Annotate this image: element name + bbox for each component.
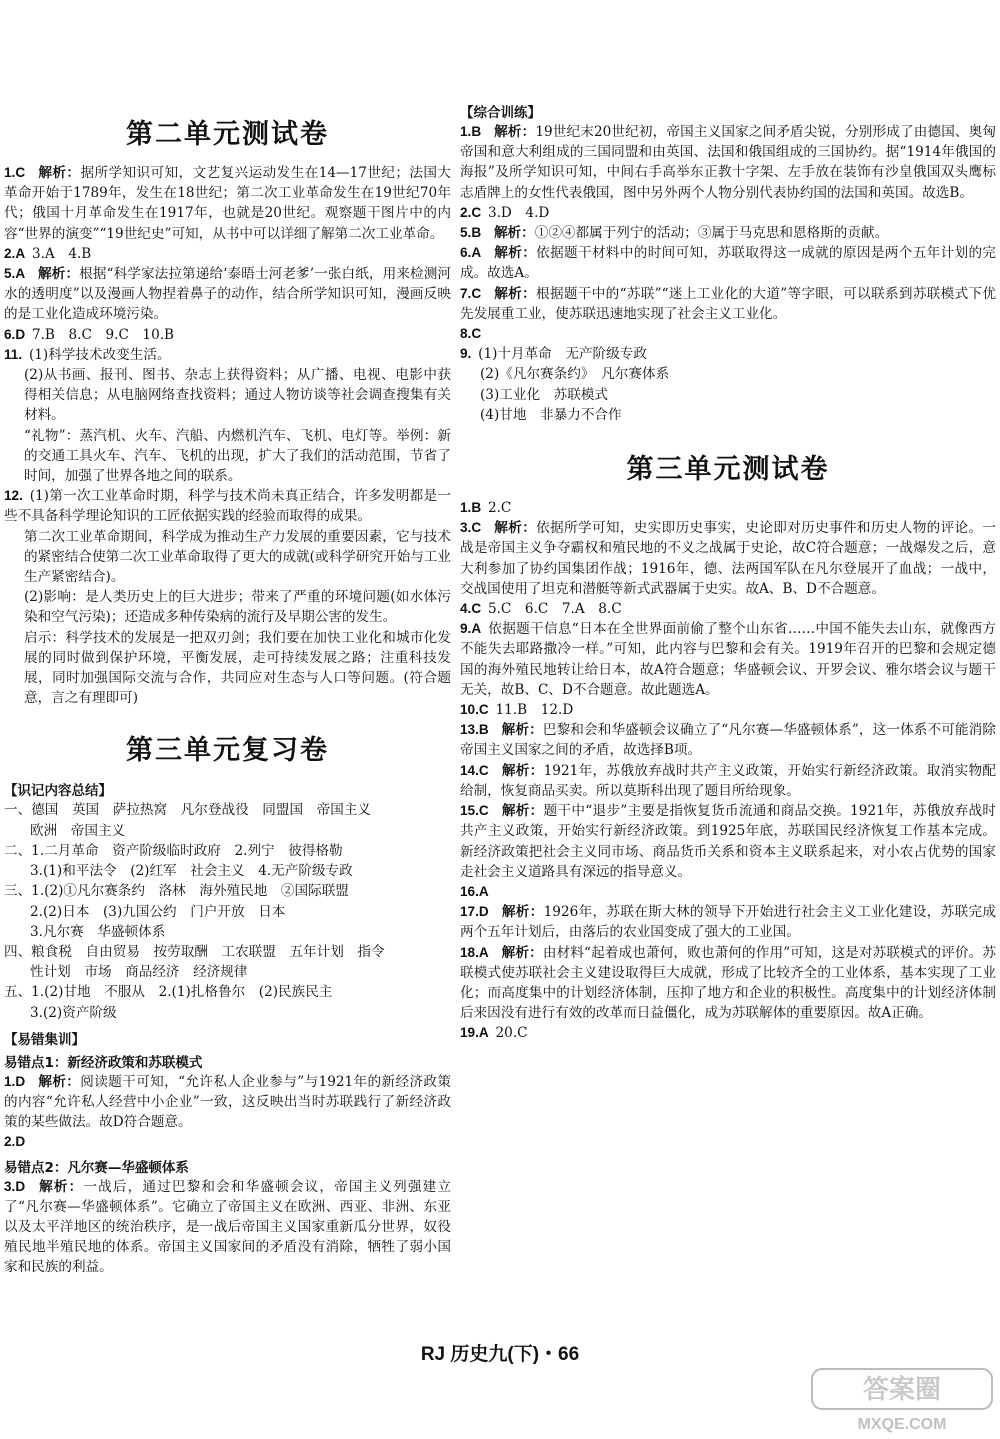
answer-text: 根据“科学家法拉第递给‘泰晤士河老爹’一张白纸，用来检测河水的透明度”以及漫画人物捏着鼻子的动作，结合所学知识可知，漫画反映的是工业化造成环境污染。	[4, 266, 451, 323]
answer-item	[4, 365, 451, 426]
training-items	[460, 122, 996, 425]
answer-number: 9.	[460, 346, 472, 362]
analysis-label: 解析：	[501, 722, 543, 739]
answer-item	[4, 325, 451, 345]
unit2-test-items	[4, 163, 451, 708]
analysis-label: 解析：	[493, 520, 537, 537]
analysis-label: 解析：	[501, 803, 544, 820]
analysis-label: 解析：	[493, 245, 537, 262]
summary-lines	[4, 800, 451, 1022]
answer-item	[460, 498, 996, 518]
answer-text: 3.A 4.B	[31, 245, 92, 262]
answer-number: 6.A	[460, 245, 482, 261]
answer-text: 5.C 6.C 7.A 8.C	[487, 601, 622, 618]
error2-items	[4, 1177, 451, 1278]
analysis-label: 解析：	[37, 266, 80, 283]
answer-number: 2.C	[460, 204, 482, 220]
answer-number: 14.C	[460, 762, 489, 778]
answer-item	[460, 122, 996, 203]
answer-item	[460, 203, 996, 223]
summary-line: 一、德国 英国 萨拉热窝 凡尔登战役 同盟国 帝国主义	[4, 802, 372, 819]
answer-number: 5.B	[460, 225, 482, 241]
answer-text: “礼物”：蒸汽机、火车、汽船、内燃机汽车、飞机、电灯等。举例：新的交通工具火车、汽车、飞机的出现，扩大了我们的活动范围，节省了时间，加强了世界各地之间的联系。	[24, 427, 451, 485]
answer-text: 7.B 8.C 9.C 10.B	[31, 326, 175, 343]
answer-text: 据所学知识可知，文艺复兴运动发生在14—17世纪；法国大革命开始于1789年，发生在18世纪；第二次工业革命发生在19世纪70年代；俄国十月革命发生在1917年，也就是20世纪。观察题干图片中的内容“世界的演变”“19世纪史”可知，从书中可以详细了解第二次工业革命。	[4, 165, 452, 242]
summary-line: 3.(2)资产阶级	[30, 1004, 117, 1021]
summary-line: 性计划 市场 商品经济 经济规律	[30, 964, 248, 981]
unit3-test-items	[460, 498, 996, 1043]
answer-item	[460, 344, 996, 364]
page-footer: RJ 历史九(下)・66	[420, 1344, 580, 1365]
answer-text: (2)《凡尔赛条约》 凡尔赛体系	[480, 366, 670, 383]
errors-section-heading: 【易错集训】	[4, 1031, 85, 1048]
unit2-test-title: 第二单元测试卷	[126, 119, 329, 150]
answer-number: 15.C	[460, 803, 489, 819]
answer-text: 1921年，苏俄放弃战时共产主义政策，开始实行新经济政策。取消实物配给制，恢复商品买卖。所以莫斯科出现了题目所给现象。	[460, 762, 997, 799]
answer-item	[4, 1177, 451, 1278]
answer-item	[4, 345, 451, 365]
answer-text: 巴黎和会和华盛顿会议确立了“凡尔赛—华盛顿体系”，这一体系不可能消除帝国主义国家之间的矛盾，故选择B项。	[460, 722, 997, 759]
training-section-heading: 【综合训练】	[460, 105, 541, 121]
analysis-label: 解析：	[37, 165, 81, 181]
summary-section-heading: 【识记内容总结】	[4, 783, 112, 800]
answer-item	[4, 163, 451, 244]
answer-number: 19.A	[460, 1025, 489, 1041]
analysis-label: 解析：	[501, 944, 543, 961]
answer-number: 1.B	[460, 124, 482, 139]
answer-number: 12.	[4, 488, 23, 504]
answer-number: 1.D	[4, 1073, 26, 1089]
answer-number: 18.A	[460, 944, 489, 960]
answer-text: (3)工业化 苏联模式	[480, 386, 609, 403]
answer-item	[4, 1072, 451, 1133]
answer-number: 13.B	[460, 722, 489, 738]
answer-number: 9.A	[460, 621, 482, 637]
error2-title: 易错点2：凡尔赛—华盛顿体系	[4, 1159, 189, 1176]
summary-line: 3.(1)和平法令 (2)红军 社会主义 4.无产阶级专政	[30, 863, 353, 880]
answer-text: 依据所学可知，史实即历史事实，史论即对历史事件和历史人物的评论。一战是帝国主义争夺霸权和殖民地的不义之战属于史论，故C符合题意；一战爆发之后，意大利参加了协约国集团作战；1916年，德、法两国军队在凡尔登展开了血战；一战中，交战国使用了坦克和潜艇等新式武器属于史实。故A、B、D不合题意。	[460, 520, 997, 597]
right-column	[460, 98, 996, 1044]
unit3-review-title: 第三单元复习卷	[126, 735, 329, 767]
answer-item	[460, 223, 996, 243]
answer-item	[4, 426, 451, 487]
answer-number: 8.C	[460, 326, 482, 342]
answer-item	[460, 599, 996, 619]
answer-text: 11.B 12.D	[495, 702, 574, 719]
answer-number: 4.C	[460, 601, 482, 617]
summary-line: 四、粮食税 自由贸易 按劳取酬 工农联盟 五年计划 指令	[4, 943, 385, 960]
answer-item	[4, 628, 451, 709]
error1-items	[4, 1072, 451, 1153]
answer-item	[460, 902, 996, 942]
watermark-logo-text: 答案圈	[862, 1375, 942, 1405]
answer-number: 3.D	[4, 1178, 26, 1194]
answer-text: (2)从书画、报刊、图书、杂志上获得资料；从广播、电视、电影中获得相关信息；从电脑网络查找资料；通过人物访谈等社会调查搜集有关材料。	[24, 367, 451, 424]
answer-item	[460, 324, 996, 344]
answer-number: 2.D	[4, 1134, 26, 1150]
answer-text: 依据题干材料中的时间可知，苏联取得这一成就的原因是两个五年计划的完成。故选A。	[460, 245, 997, 282]
answer-number: 3.C	[460, 520, 482, 536]
answer-item	[460, 385, 996, 405]
answer-number: 1.B	[460, 500, 482, 516]
answer-text: 19世纪末20世纪初，帝国主义国家之间矛盾尖锐，分别形成了由德国、奥匈帝国和意大利组成的三国同盟和由英国、法国和俄国组成的三国协约。据“1914年俄国的海报”及所学知识可知，中间右手高举东正教十字架、左手放在装饰有沙皇俄国双头鹰标志盾牌上的女性代表俄国，图中另外两个人物分别代表协约国的法国和英国。故选B。	[460, 124, 997, 201]
analysis-label: 解析：	[37, 1178, 84, 1195]
watermark-site: MXQE.COM	[857, 1416, 947, 1433]
analysis-label: 解析：	[493, 124, 536, 140]
answer-number: 1.C	[4, 165, 26, 180]
answer-text: 1926年，苏联在斯大林的领导下开始进行社会主义工业化建设，苏联完成两个五年计划后，由落后的农业国变成了强大的工业国。	[460, 904, 997, 941]
analysis-label: 解析：	[493, 225, 535, 242]
answer-item	[460, 882, 996, 902]
analysis-label: 解析：	[501, 904, 544, 921]
answer-number: 6.D	[4, 326, 26, 342]
answer-item	[460, 761, 996, 801]
answer-text: 3.D 4.D	[487, 204, 550, 221]
analysis-label: 解析：	[37, 1073, 81, 1090]
answer-item	[460, 243, 996, 283]
answer-text: 题干中“退步”主要是指恢复货币流通和商品交换。1921年，苏俄放弃战时共产主义政策，开始实行新经济政策。到1925年底，苏联国民经济恢复工作基本完成。新经济政策把社会主义同市场、商品货币关系和资本主义联系起来，对小农占优势的国家走社会主义道路具有深远的指导意义。	[460, 803, 997, 880]
answer-item	[4, 527, 451, 588]
answer-text: ①②④都属于列宁的活动；③属于马克思和恩格斯的贡献。	[534, 225, 889, 242]
answer-item	[460, 405, 996, 425]
summary-line: 三、1.(2)①凡尔赛条约 洛林 海外殖民地 ②国际联盟	[4, 883, 349, 900]
error1-title: 易错点1：新经济政策和苏联模式	[4, 1054, 203, 1071]
answer-item	[460, 364, 996, 384]
answer-number: 11.	[4, 346, 23, 362]
answer-number: 2.A	[4, 245, 26, 261]
answer-item	[460, 801, 996, 882]
answer-item	[4, 244, 451, 264]
summary-line: 欧洲 帝国主义	[30, 822, 126, 839]
answer-text: (4)甘地 非暴力不合作	[480, 406, 622, 423]
answer-text: 第二次工业革命期间，科学成为推动生产力发展的重要因素，它与技术的紧密结合使第二次工业革命取得了更大的成就(或科学研究开始与工业生产紧密结合)。	[24, 528, 451, 586]
unit3-test-title: 第三单元测试卷	[626, 454, 830, 486]
answer-text: (1)第一次工业革命时期，科学与技术尚未真正结合，许多发明都是一些不具备科学理论知识的工匠依据实践的经验而取得的成果。	[4, 488, 451, 525]
summary-line: 3.凡尔赛 华盛顿体系	[30, 923, 166, 940]
answer-item	[460, 518, 996, 599]
analysis-label: 解析：	[493, 285, 537, 302]
answer-number: 16.A	[460, 883, 489, 899]
answer-item	[4, 587, 451, 627]
summary-line: 2.(2)日本 (3)九国公约 门户开放 日本	[30, 903, 286, 920]
answer-item	[460, 700, 996, 720]
answer-text: 20.C	[495, 1025, 528, 1042]
answer-number: 7.C	[460, 285, 482, 301]
left-column	[4, 96, 451, 1278]
answer-text: 2.C	[487, 500, 512, 517]
watermark-logo	[808, 1365, 996, 1435]
answer-item	[4, 1132, 451, 1152]
answer-item	[460, 284, 996, 324]
answer-item	[4, 486, 451, 526]
answer-text: 由材料“起着成也萧何，败也萧何的作用”可知，这是对苏联模式的评价。苏联模式使苏联社会主义建设取得巨大成就，形成了比较齐全的工业体系，基本实现了工业化；而高度集中的计划经济体制，压抑了地方和企业的积极性。高度集中的计划经济体制后来因没有进行有效的改革而日益僵化，成为苏联解体的重要原因。故A正确。	[460, 944, 997, 1022]
answer-text: (1)科学技术改变生活。	[28, 346, 171, 363]
answer-number: 10.C	[460, 702, 489, 718]
answer-text: 依据题干信息“日本在全世界面前偷了整个山东省……中国不能失去山东，就像西方不能失去耶路撒冷一样。”可知，此内容与巴黎和会有关。1919年召开的巴黎和会规定德国的海外殖民地转让给日本，故A符合题意；华盛顿会议、开罗会议、雅尔塔会议与题干无关，故B、C、D不合题意。故此题选A。	[460, 621, 996, 698]
analysis-label: 解析：	[501, 762, 544, 779]
answer-text: 一战后，通过巴黎和会和华盛顿会议，帝国主义列强建立了“凡尔赛—华盛顿体系”。它确立了帝国主义在欧洲、西亚、非洲、东亚以及太平洋地区的统治秩序，是一战后帝国主义国家重新瓜分世界，奴役殖民地半殖民地的体系。帝国主义国家间的矛盾没有消除，牺牲了弱小国家和民族的利益。	[4, 1178, 452, 1276]
answer-item	[4, 264, 451, 325]
answer-text: 阅读题干可知，“允许私人企业参与”与1921年的新经济政策的内容“允许私人经营中小企业”一致，这反映出当时苏联践行了新经济政策的某些做法。故D符合题意。	[4, 1073, 452, 1131]
answer-text: (2)影响：是人类历史上的巨大进步；带来了严重的环境问题(如水体污染和空气污染)；还造成多种传染病的流行及早期公害的发生。	[24, 589, 451, 626]
answer-item	[460, 1023, 996, 1043]
answer-item	[460, 720, 996, 760]
answer-item	[460, 619, 996, 700]
answer-item	[460, 943, 996, 1024]
answer-text: 根据题干中的“苏联”“迷上工业化的大道”等字眼，可以联系到苏联模式下优先发展重工业，使苏联迅速地实现了社会主义工业化。	[460, 285, 997, 322]
answer-text: (1)十月革命 无产阶级专政	[478, 346, 647, 363]
summary-line: 二、1.二月革命 资产阶级临时政府 2.列宁 彼得格勒	[4, 842, 343, 859]
answer-number: 17.D	[460, 904, 489, 920]
answer-number: 5.A	[4, 266, 26, 282]
summary-line: 五、1.(2)甘地 不服从 2.(1)扎格鲁尔 (2)民族民主	[4, 984, 333, 1001]
answer-text: 启示：科学技术的发展是一把双刃剑；我们要在加快工业化和城市化发展的同时做到保护环境，平衡发展，走可持续发展之路；注重科技发展，同时加强国际交流与合作，共同应对生态与人口等问题。(符合题意，言之有理即可)	[24, 629, 451, 707]
